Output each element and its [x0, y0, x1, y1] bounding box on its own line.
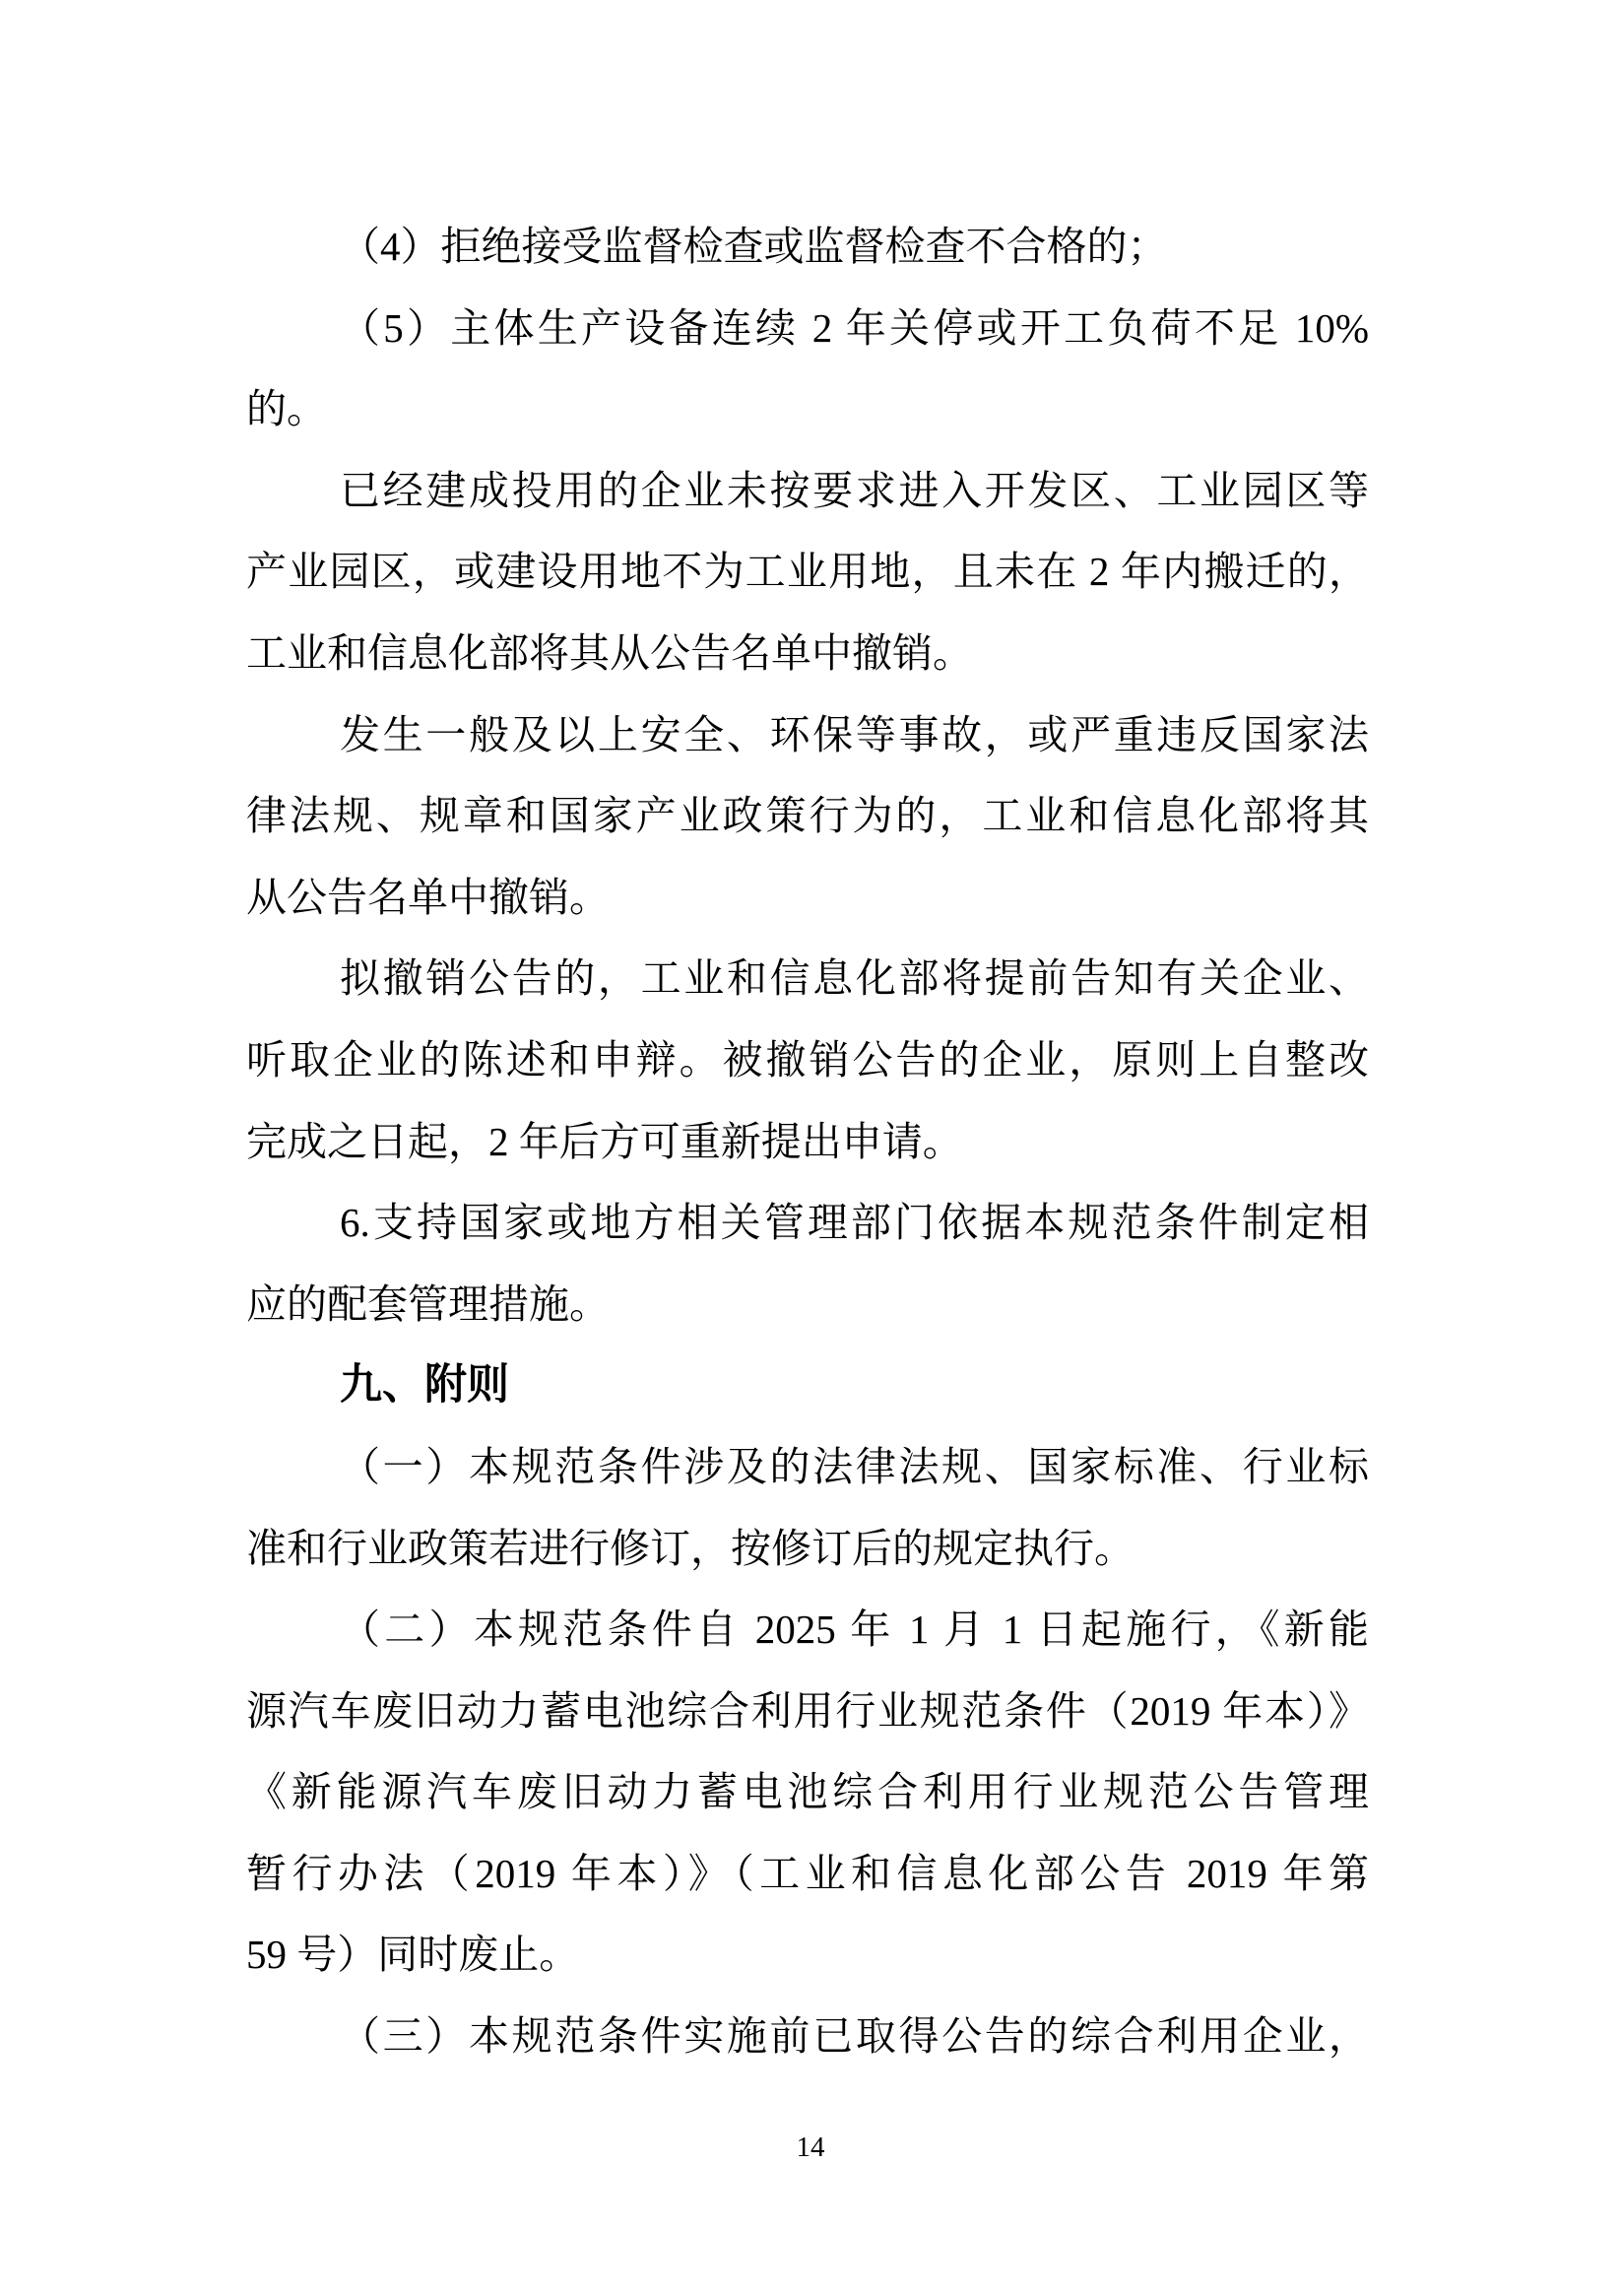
text-line: 工业和信息化部将其从公告名单中撤销。 [246, 629, 973, 676]
text-line: （一）本规范条件涉及的法律法规、国家标准、行业标 [340, 1443, 1369, 1489]
text-line: （4）拒绝接受监督检查或监督检查不合格的； [340, 224, 1168, 269]
text-line: 拟撤销公告的，工业和信息化部将提前告知有关企业、 [340, 955, 1369, 1002]
text-line: 源汽车废旧动力蓄电池综合利用行业规范条件（2019 年本）》 [246, 1687, 1369, 1734]
text-line: 完成之日起，2 年后方可重新提出申请。 [246, 1118, 963, 1164]
text-line: 的。 [246, 386, 327, 432]
text-line: 59 号）同时废止。 [246, 1932, 580, 1978]
text-line: 发生一般及以上安全、环保等事故，或严重违反国家法 [340, 711, 1369, 757]
text-line: 律法规、规章和国家产业政策行为的，工业和信息化部将其 [246, 793, 1369, 839]
text-line: （5）主体生产设备连续 2 年关停或开工负荷不足 10% [340, 304, 1369, 351]
text-line: 准和行业政策若进行修订，按修订后的规定执行。 [246, 1525, 1135, 1571]
text-line: （三）本规范条件实施前已取得公告的综合利用企业， [340, 2013, 1369, 2060]
text-line: 6.支持国家或地方相关管理部门依据本规范条件制定相 [340, 1200, 1369, 1246]
document-text-block [246, 206, 1369, 2077]
page-number: 14 [796, 2132, 825, 2163]
text-line: （二）本规范条件自 2025 年 1 月 1 日起施行，《新能 [340, 1607, 1369, 1653]
text-line: 九、附则 [340, 1361, 509, 1410]
text-line: 已经建成投用的企业未按要求进入开发区、工业园区等 [340, 467, 1369, 513]
text-line: 听取企业的陈述和申辩。被撤销公告的企业，原则上自整改 [246, 1036, 1369, 1082]
text-line: 《新能源汽车废旧动力蓄电池综合利用行业规范公告管理 [246, 1769, 1369, 1815]
text-line: 应的配套管理措施。 [246, 1280, 610, 1327]
text-line: 产业园区，或建设用地不为工业用地，且未在 2 年内搬迁的， [246, 549, 1369, 595]
text-line: 暂行办法（2019 年本）》（工业和信息化部公告 2019 年第 [246, 1850, 1369, 1896]
text-line: 从公告名单中撤销。 [246, 874, 610, 920]
